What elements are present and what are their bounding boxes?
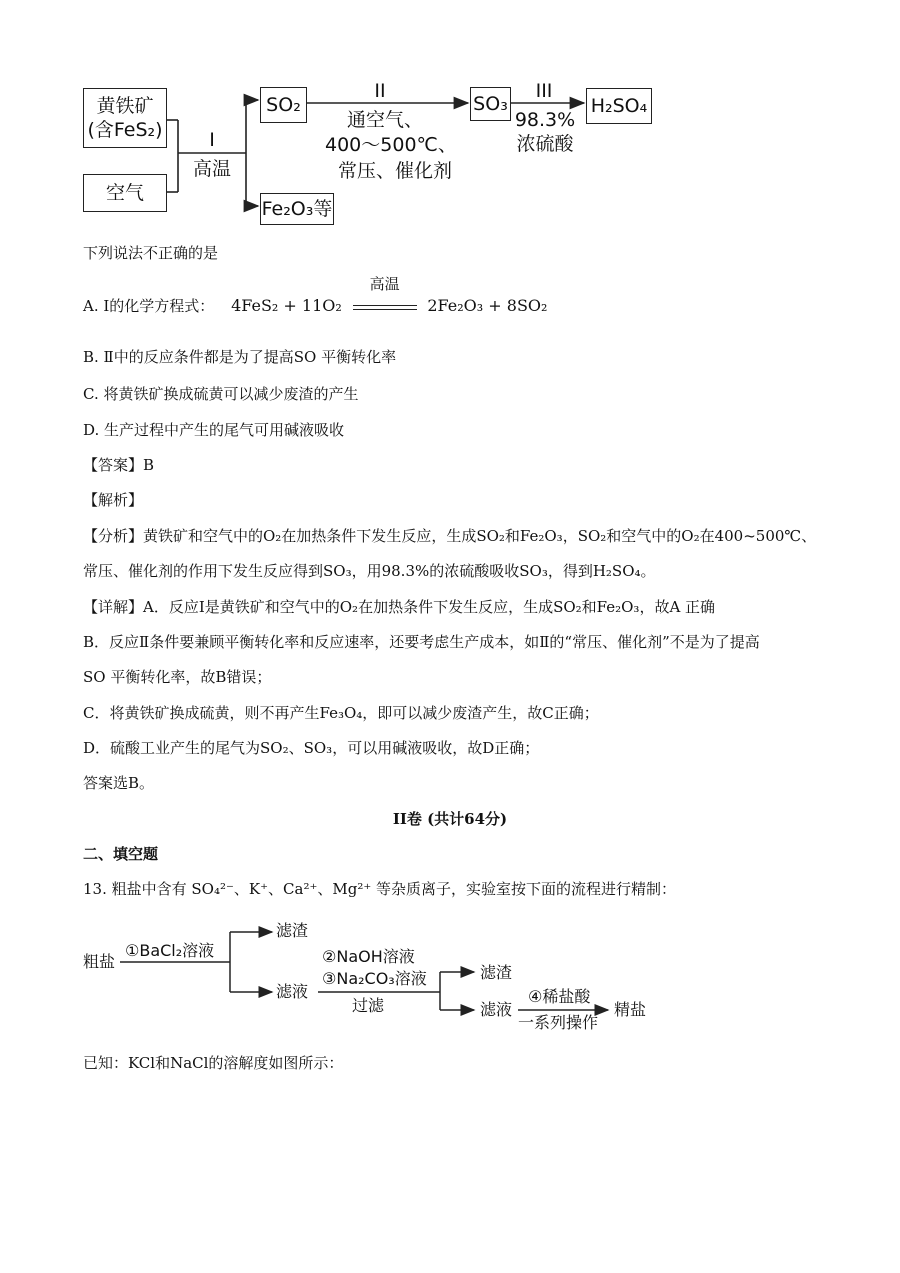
option-a xyxy=(83,275,548,316)
section-heading: 二、填空题 xyxy=(83,845,159,863)
known-note: 已知：KCl和NaCl的溶解度如图所示： xyxy=(83,1054,344,1072)
refined-salt: 精盐 xyxy=(614,1000,647,1019)
analysis-line-1: 【分析】黄铁矿和空气中的O₂在加热条件下发生反应，生成SO₂和Fe₂O₃，SO₂和空气中的O₂在400~500℃、 xyxy=(83,527,817,545)
option-c: C. 将黄铁矿换成硫黄可以减少废渣的产生 xyxy=(83,385,359,403)
fe2o3-label: Fe₂O₃等 xyxy=(261,198,333,220)
crude-salt: 粗盐 xyxy=(83,952,116,971)
question-13: 13. 粗盐中含有 SO₄²⁻、K⁺、Ca²⁺、Mg²⁺ 等杂质离子，实验室按下面的流程进行精制： xyxy=(83,880,677,898)
fe2o3-box xyxy=(260,193,334,225)
option-a-arrow xyxy=(353,275,417,316)
flow2-step3: ③Na₂CO₃溶液 xyxy=(322,969,427,988)
ore-label-line2: (含FeS₂) xyxy=(87,119,163,141)
detail-d: D．硫酸工业产生的尾气为SO₂、SO₃，可以用碱液吸收，故D正确； xyxy=(83,739,540,757)
ore-label-line1: 黄铁矿 xyxy=(96,95,154,117)
so3-label: SO₃ xyxy=(473,93,508,115)
so2-box xyxy=(260,87,307,123)
option-a-condition: 高温 xyxy=(369,275,400,293)
step3-condition-2: 浓硫酸 xyxy=(516,133,574,155)
filtrate-2: 滤液 xyxy=(480,1000,513,1019)
air-box xyxy=(83,174,167,212)
residue-2: 滤渣 xyxy=(480,963,513,982)
air-label: 空气 xyxy=(105,182,144,204)
option-a-right: 2Fe₂O₃ + 8SO₂ xyxy=(427,296,548,315)
step2-numeral: II xyxy=(374,80,386,102)
question-stem: 下列说法不正确的是 xyxy=(83,244,219,262)
flow2-step4: ④稀盐酸 xyxy=(528,987,591,1006)
flow2-filter: 过滤 xyxy=(352,996,385,1015)
filtrate-1: 滤液 xyxy=(276,982,309,1001)
detail-b-line-2: SO 平衡转化率，故B错误； xyxy=(83,668,272,686)
conclusion: 答案选B。 xyxy=(83,774,155,792)
step1-numeral: I xyxy=(209,129,215,151)
step3-condition-1: 98.3% xyxy=(514,109,576,131)
option-b: B. Ⅱ中的反应条件都是为了提高SO 平衡转化率 xyxy=(83,348,397,366)
step2-condition-3: 常压、催化剂 xyxy=(337,160,452,182)
residue-1: 滤渣 xyxy=(276,921,309,940)
answer: 【答案】B xyxy=(83,456,155,474)
analysis-heading: 【解析】 xyxy=(83,491,144,509)
h2so4-label: H₂SO₄ xyxy=(590,95,648,117)
flow2-step2: ②NaOH溶液 xyxy=(322,947,415,966)
step2-condition-2: 400～500℃、 xyxy=(325,134,457,156)
detail-b-line-1: B．反应Ⅱ条件要兼顾平衡转化率和反应速率，还要考虑生产成本，如Ⅱ的“常压、催化剂”不是为了提高 xyxy=(83,633,760,651)
flow2-series: 一系列操作 xyxy=(518,1013,599,1032)
option-a-prefix: A. Ⅰ的化学方程式： xyxy=(83,297,215,315)
h2so4-box xyxy=(586,88,652,124)
step2-condition-1: 通空气、 xyxy=(346,109,423,131)
option-d: D. 生产过程中产生的尾气可用碱液吸收 xyxy=(83,421,345,439)
detail-c: C．将黄铁矿换成硫黄，则不再产生Fe₃O₄，即可以减少废渣产生，故C正确； xyxy=(83,704,599,722)
equals-sign xyxy=(353,305,417,310)
ore-box xyxy=(83,88,167,148)
analysis-line-2: 常压、催化剂的作用下发生反应得到SO₃，用98.3%的浓硫酸吸收SO₃，得到H₂SO₄。 xyxy=(83,562,656,580)
so3-box xyxy=(470,87,511,121)
detail-a: 【详解】A．反应Ⅰ是黄铁矿和空气中的O₂在加热条件下发生反应，生成SO₂和Fe₂O₃，故A 正确 xyxy=(83,598,716,616)
option-a-left: 4FeS₂ + 11O₂ xyxy=(231,296,342,315)
step3-numeral: III xyxy=(535,80,553,102)
flow2-step1: ①BaCl₂溶液 xyxy=(125,941,215,960)
part2-heading: II卷 (共计64分) xyxy=(392,810,508,828)
step1-condition: 高温 xyxy=(192,158,231,180)
so2-label: SO₂ xyxy=(266,94,301,116)
